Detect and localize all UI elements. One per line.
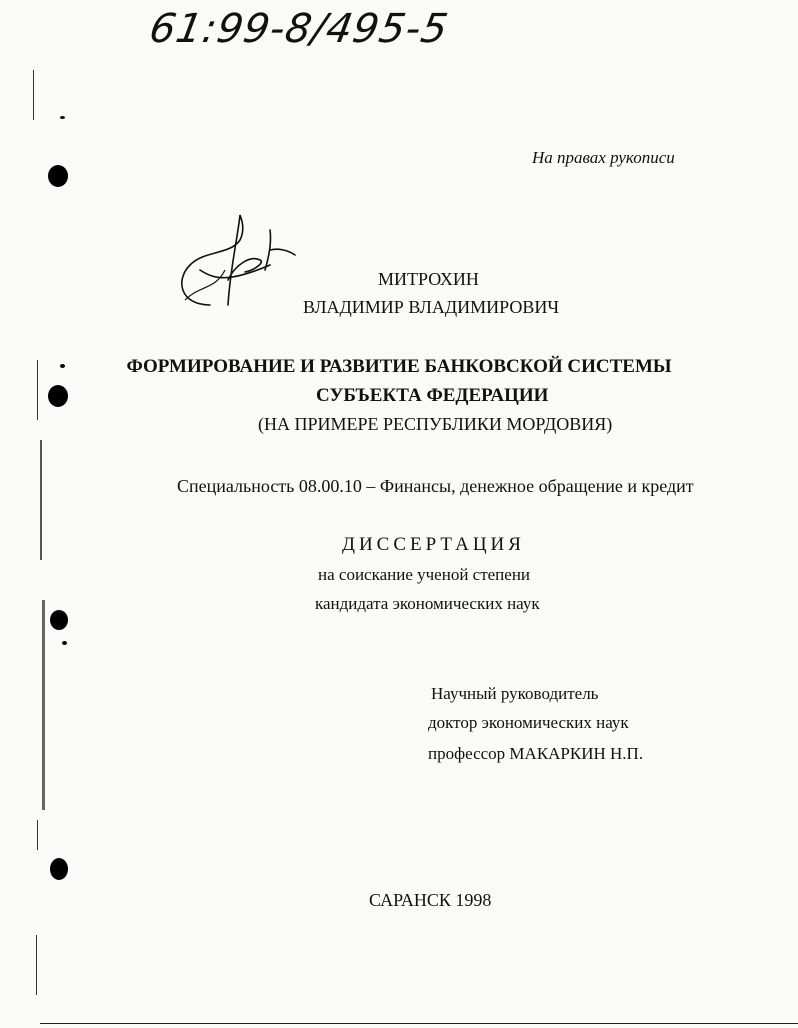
place-year: САРАНСК 1998 — [369, 890, 492, 910]
author-name: ВЛАДИМИР ВЛАДИМИРОВИЧ — [303, 297, 560, 317]
scan-bottom-line — [40, 1023, 798, 1024]
scan-edge-line — [33, 70, 34, 120]
thesis-title-line: ФОРМИРОВАНИЕ И РАЗВИТИЕ БАНКОВСКОЙ СИСТЕМЫ — [126, 356, 672, 377]
supervisor-degree: доктор экономических наук — [428, 713, 629, 732]
signature-icon — [170, 210, 300, 320]
document-type: ДИССЕРТАЦИЯ — [342, 534, 525, 555]
supervisor-role: Научный руководитель — [431, 684, 599, 703]
degree-line: кандидата экономических наук — [315, 594, 540, 613]
thesis-subtitle: (НА ПРИМЕРЕ РЕСПУБЛИКИ МОРДОВИЯ) — [258, 414, 613, 434]
scan-speck — [62, 641, 67, 645]
scan-edge-line — [40, 440, 42, 560]
archive-code: 61:99-8/495-5 — [145, 6, 452, 52]
scan-edge-line — [37, 820, 38, 850]
author-surname: МИТРОХИН — [378, 269, 479, 289]
scan-speck — [60, 116, 65, 119]
punch-hole-icon — [50, 858, 68, 880]
punch-hole-icon — [48, 385, 68, 407]
punch-hole-icon — [48, 165, 68, 187]
degree-line: на соискание ученой степени — [318, 565, 531, 584]
punch-hole-icon — [50, 610, 68, 630]
specialty-line: Специальность 08.00.10 – Финансы, денежное обращение и кредит — [177, 476, 694, 496]
scan-edge-line — [42, 600, 45, 810]
scan-edge-line — [36, 935, 37, 995]
supervisor-name: профессор МАКАРКИН Н.П. — [428, 744, 644, 763]
rights-note: На правах рукописи — [532, 148, 675, 167]
thesis-title-line: СУБЪЕКТА ФЕДЕРАЦИИ — [316, 385, 549, 406]
